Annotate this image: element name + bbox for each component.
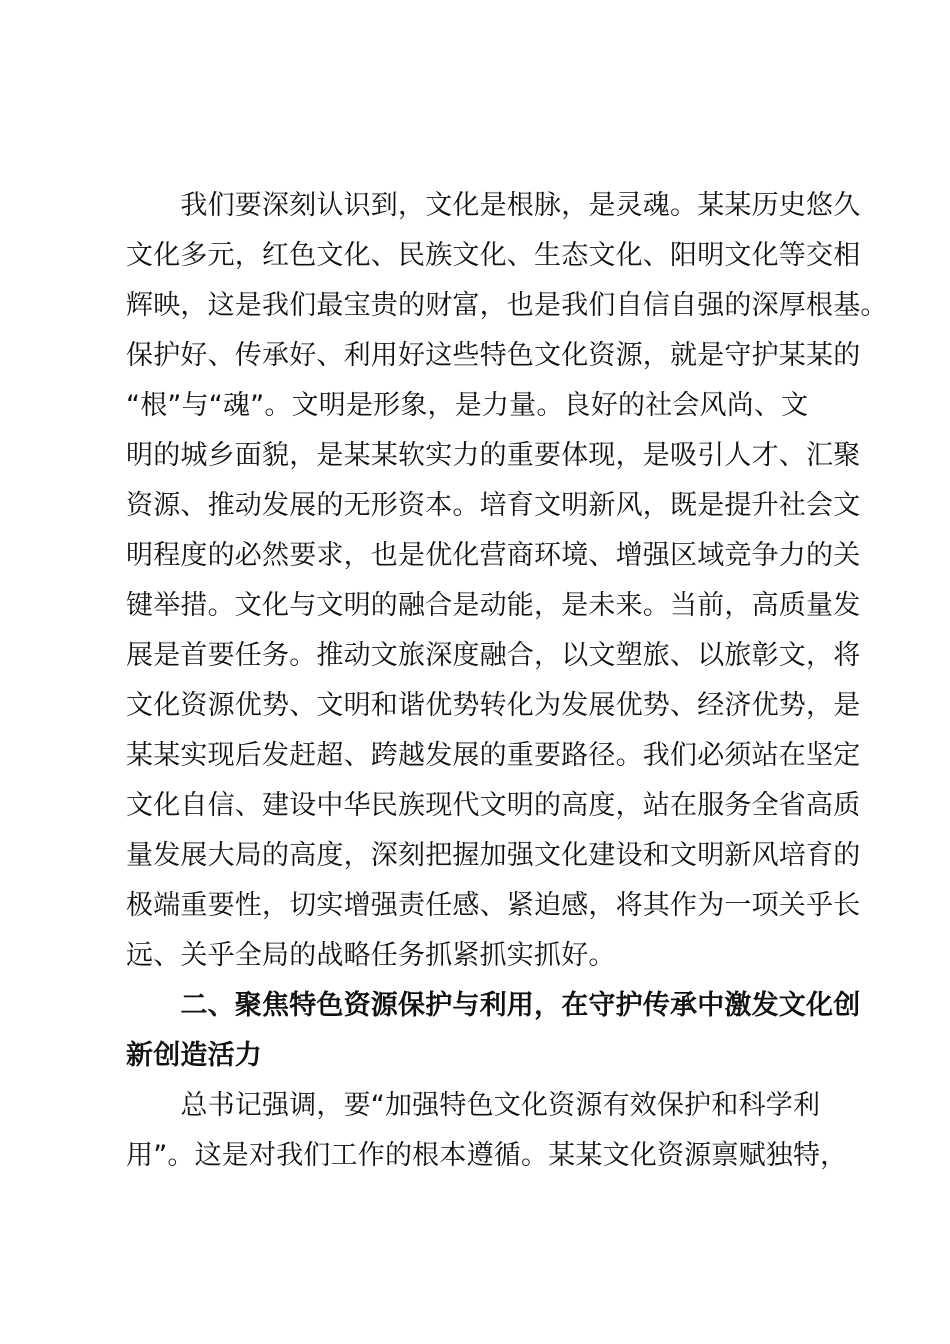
document-body bbox=[126, 181, 888, 1181]
body-text-line: 文化多元，红色文化、民族文化、生态文化、阳明文化等交相 bbox=[126, 240, 861, 271]
body-text-line: 总书记强调，要“加强特色文化资源有效保护和科学利 bbox=[126, 1090, 821, 1121]
body-text-line: 明程度的必然要求，也是优化营商环境、增强区域竞争力的关 bbox=[126, 540, 861, 571]
body-text-line: 文化资源优势、文明和谐优势转化为发展优势、经济优势，是 bbox=[126, 690, 861, 721]
body-text-line: 远、关乎全局的战略任务抓紧抓实抓好。 bbox=[126, 940, 616, 971]
body-text-line: 明的城乡面貌，是某某软实力的重要体现，是吸引人才、汇聚 bbox=[126, 440, 861, 471]
body-text-line: 键举措。文化与文明的融合是动能，是未来。当前，高质量发 bbox=[126, 590, 861, 621]
body-text-line: 保护好、传承好、利用好这些特色文化资源，就是守护某某的 bbox=[126, 340, 861, 371]
body-text-line: 辉映，这是我们最宝贵的财富，也是我们自信自强的深厚根基。 bbox=[126, 290, 888, 321]
body-text-line: 某某实现后发赶超、跨越发展的重要路径。我们必须站在坚定 bbox=[126, 740, 861, 771]
section-heading-line: 新创造活力 bbox=[126, 1040, 262, 1071]
body-text-line: “根”与“魂”。文明是形象，是力量。良好的社会风尚、文 bbox=[126, 390, 809, 421]
body-text-line: 极端重要性，切实增强责任感、紧迫感，将其作为一项关乎长 bbox=[126, 890, 861, 921]
section-heading-line: 二、聚焦特色资源保护与利用，在守护传承中激发文化创 bbox=[126, 990, 861, 1021]
body-text-line: 展是首要任务。推动文旅深度融合，以文塑旅、以旅彰文，将 bbox=[126, 640, 861, 671]
body-text-line: 文化自信、建设中华民族现代文明的高度，站在服务全省高质 bbox=[126, 790, 861, 821]
body-text-line: 资源、推动发展的无形资本。培育文明新风，既是提升社会文 bbox=[126, 490, 861, 521]
body-text-line: 用”。这是对我们工作的根本遵循。某某文化资源禀赋独特， bbox=[126, 1140, 848, 1171]
body-text-line: 量发展大局的高度，深刻把握加强文化建设和文明新风培育的 bbox=[126, 840, 861, 871]
body-text-line: 我们要深刻认识到，文化是根脉，是灵魂。某某历史悠久 bbox=[126, 190, 861, 221]
